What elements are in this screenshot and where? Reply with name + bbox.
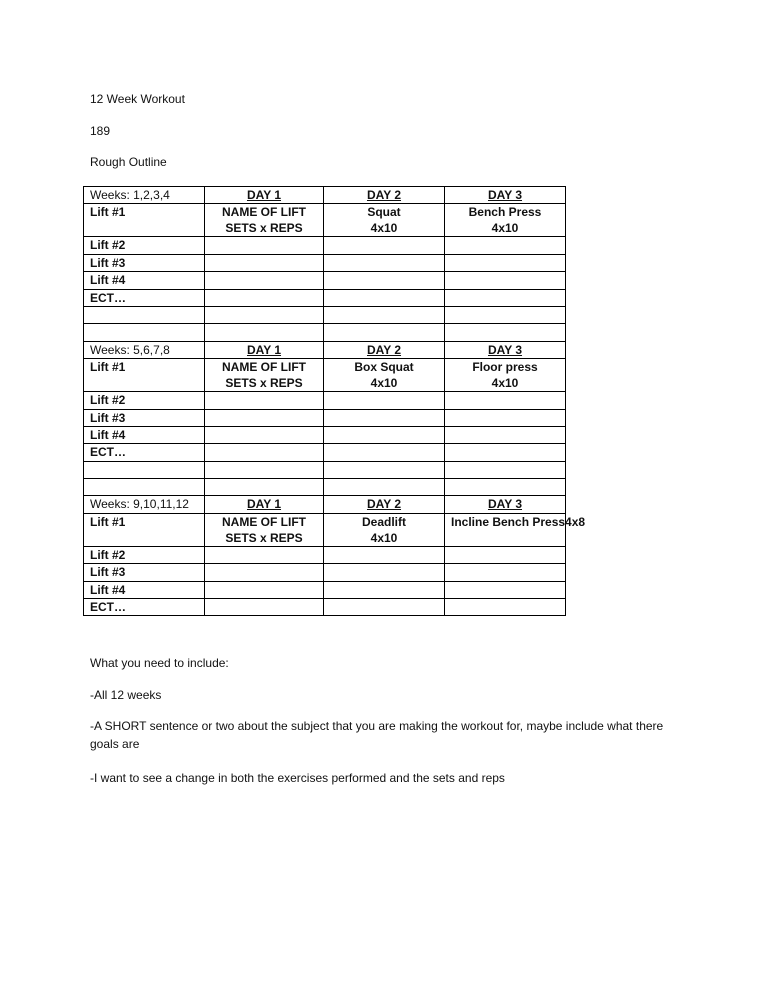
lift-1-row — [84, 513, 566, 546]
table-row — [84, 581, 566, 598]
lift-name: NAME OF LIFT — [222, 514, 306, 529]
day-3-header: DAY 3 — [445, 496, 566, 513]
lift-1-row — [84, 204, 566, 237]
lift-label: Lift #3 — [84, 409, 205, 426]
lift-label: ECT… — [84, 289, 205, 306]
lift-label: Lift #1 — [84, 204, 205, 237]
block-header-row — [84, 341, 566, 358]
lift-name: Squat — [367, 205, 401, 220]
lift-label: Lift #1 — [84, 513, 205, 546]
lift-label: Lift #3 — [84, 254, 205, 271]
lift-label: Lift #3 — [84, 564, 205, 581]
table-row — [84, 272, 566, 289]
day-2-cell — [324, 204, 445, 237]
lift-sets-reps: 4x10 — [491, 221, 519, 236]
day-2-header: DAY 2 — [324, 496, 445, 513]
block-header-row — [84, 496, 566, 513]
workout-plan-table — [83, 186, 586, 616]
weeks-label: Weeks: 5,6,7,8 — [84, 341, 205, 358]
lift-label: Lift #4 — [84, 272, 205, 289]
lift-label: ECT… — [84, 599, 205, 616]
lift-label — [84, 306, 205, 323]
lift-sets-reps: 4x10 — [370, 530, 398, 545]
table-row — [84, 444, 566, 461]
day-3-header: DAY 3 — [445, 187, 566, 204]
lift-label: Lift #2 — [84, 237, 205, 254]
lift-label — [84, 461, 205, 478]
table-row — [84, 409, 566, 426]
table-row — [84, 461, 566, 478]
lift-sets-reps: 4x10 — [370, 376, 398, 391]
day-2-cell — [324, 513, 445, 546]
document-subtitle: Rough Outline — [90, 155, 167, 169]
lift-sets-reps: SETS x REPS — [225, 221, 303, 236]
lift-sets-reps: SETS x REPS — [225, 376, 303, 391]
lift-label — [84, 324, 205, 341]
table-row — [84, 254, 566, 271]
lift-name: Deadlift — [361, 514, 406, 529]
lift-label: Lift #2 — [84, 392, 205, 409]
lift-name: Floor press — [472, 360, 538, 375]
lift-1-row — [84, 359, 566, 392]
day-3-header: DAY 3 — [445, 341, 566, 358]
lift-label: ECT… — [84, 444, 205, 461]
note-item: -All 12 weeks — [90, 688, 162, 702]
document-title: 12 Week Workout — [90, 92, 185, 106]
lift-name: NAME OF LIFT — [222, 205, 306, 220]
day-1-cell — [205, 513, 324, 546]
day-1-header: DAY 1 — [205, 341, 324, 358]
table-row — [84, 479, 566, 496]
lift-sets-reps: 4x10 — [491, 376, 519, 391]
lift-name: Bench Press — [468, 205, 542, 220]
lift-sets-reps: 4x10 — [370, 221, 398, 236]
lift-label: Lift #2 — [84, 546, 205, 563]
table-row — [84, 289, 566, 306]
lift-name: Box Squat — [354, 360, 414, 375]
day-2-cell — [324, 359, 445, 392]
table-row — [84, 306, 566, 323]
day-1-header: DAY 1 — [205, 496, 324, 513]
day-1-cell — [205, 359, 324, 392]
document-number: 189 — [90, 124, 111, 138]
weeks-label: Weeks: 9,10,11,12 — [84, 496, 205, 513]
table-row — [84, 599, 566, 616]
lift-label — [84, 479, 205, 496]
day-2-header: DAY 2 — [324, 187, 445, 204]
note-item: -A SHORT sentence or two about the subject that you are making the workout for, maybe include what there goals are — [90, 719, 664, 751]
lift-label: Lift #4 — [84, 581, 205, 598]
weeks-label: Weeks: 1,2,3,4 — [84, 187, 205, 204]
lift-label: Lift #4 — [84, 426, 205, 443]
day-1-header: DAY 1 — [205, 187, 324, 204]
notes-heading: What you need to include: — [90, 656, 229, 670]
table-row — [84, 564, 566, 581]
day-3-cell: Incline Bench Press4x8 — [445, 513, 566, 546]
day-3-cell — [445, 204, 566, 237]
table-row — [84, 237, 566, 254]
day-3-cell — [445, 359, 566, 392]
block-header-row — [84, 187, 566, 204]
table-row — [84, 392, 566, 409]
table-row — [84, 546, 566, 563]
table-row — [84, 324, 566, 341]
lift-sets-reps: SETS x REPS — [225, 530, 303, 545]
lift-label: Lift #1 — [84, 359, 205, 392]
day-2-header: DAY 2 — [324, 341, 445, 358]
table-row — [84, 426, 566, 443]
day-1-cell — [205, 204, 324, 237]
note-item: -I want to see a change in both the exercises performed and the sets and reps — [90, 771, 505, 785]
lift-name: NAME OF LIFT — [222, 360, 306, 375]
